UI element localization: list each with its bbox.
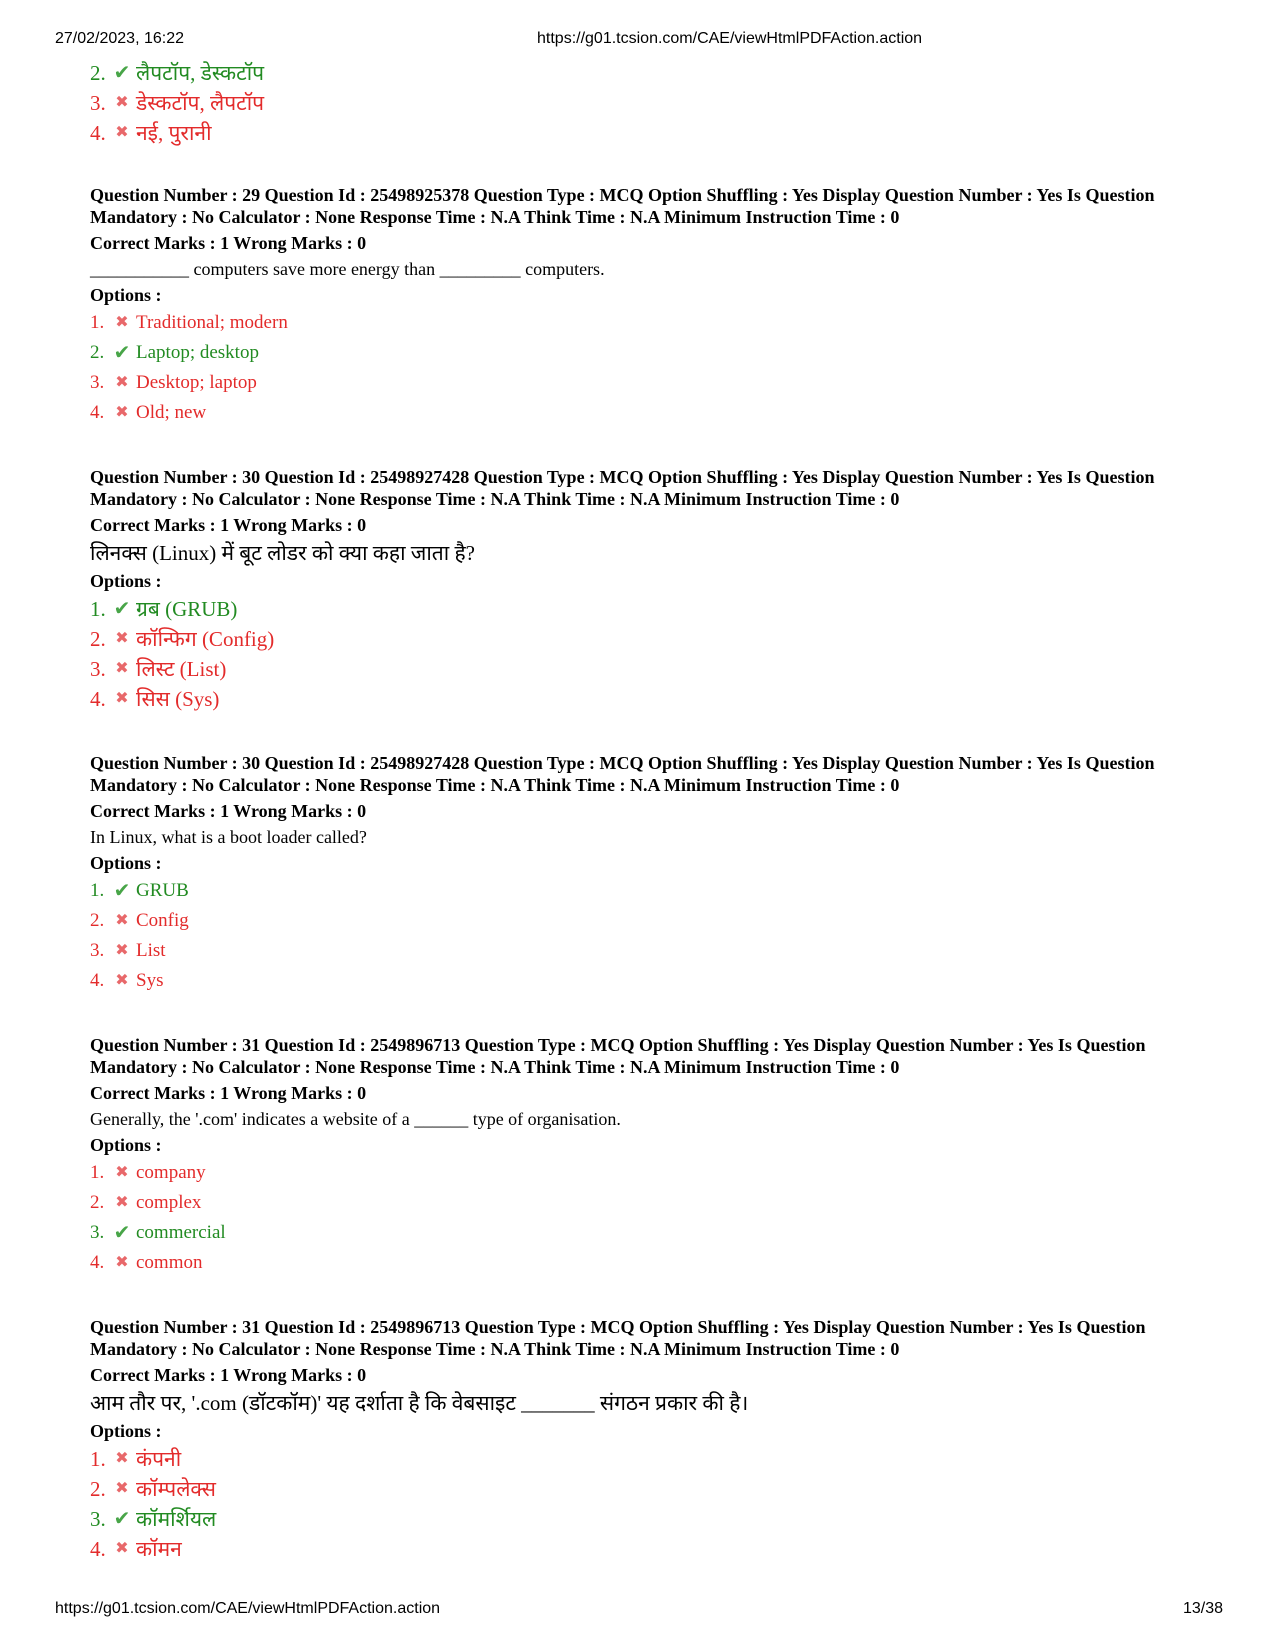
cross-icon: ✖ (115, 1254, 129, 1271)
option-item (90, 624, 1210, 654)
cross-icon: ✖ (115, 314, 129, 331)
options-label: Options : (90, 853, 162, 873)
options-label: Options : (90, 285, 162, 305)
footer-url: https://g01.tcsion.com/CAE/viewHtmlPDFAction.action (55, 1600, 441, 1617)
check-icon: ✔ (113, 598, 131, 620)
option-text: सिस (Sys) (136, 687, 220, 711)
page-number: 13/38 (1182, 1600, 1223, 1617)
option-item (90, 368, 1210, 398)
option-number: 3. (90, 657, 106, 681)
option-number: 4. (90, 121, 106, 145)
option-number: 4. (90, 970, 105, 991)
options-label: Options : (90, 1135, 162, 1155)
option-text: company (136, 1162, 206, 1183)
option-text: Old; new (136, 402, 207, 423)
cross-icon: ✖ (115, 404, 129, 421)
option-text: complex (136, 1192, 202, 1213)
option-number: 4. (90, 1537, 106, 1561)
cross-icon: ✖ (115, 1450, 129, 1467)
option-item (90, 594, 1210, 624)
carryover-options (90, 58, 1210, 148)
question-marks: Correct Marks : 1 Wrong Marks : 0 (90, 1083, 367, 1103)
question-block (90, 184, 1210, 428)
option-item (90, 936, 1210, 966)
cross-icon: ✖ (115, 690, 129, 707)
option-text: लैपटॉप, डेस्कटॉप (136, 61, 265, 85)
question-meta: Question Number : 31 Question Id : 2549896713 Question Type : MCQ Option Shuffling : Yes Display Question Number : Yes Is Question Mandatory : No Calculator : None Response Time : N.A Think Time : N.A Minimum Instruction Time : 0 (90, 1035, 1146, 1077)
question-marks: Correct Marks : 1 Wrong Marks : 0 (90, 1365, 367, 1385)
option-number: 2. (90, 342, 105, 363)
option-item (90, 1474, 1210, 1504)
option-text: कॉम्पलेक्स (136, 1477, 216, 1501)
question-meta: Question Number : 31 Question Id : 2549896713 Question Type : MCQ Option Shuffling : Yes Display Question Number : Yes Is Question Mandatory : No Calculator : None Response Time : N.A Think Time : N.A Minimum Instruction Time : 0 (90, 1317, 1146, 1359)
cross-icon: ✖ (115, 1540, 129, 1557)
option-text: डेस्कटॉप, लैपटॉप (136, 91, 265, 115)
cross-icon: ✖ (115, 1480, 129, 1497)
question-meta: Question Number : 29 Question Id : 25498925378 Question Type : MCQ Option Shuffling : Yes Display Question Number : Yes Is Question Mandatory : No Calculator : None Response Time : N.A Think Time : N.A Minimum Instruction Time : 0 (90, 185, 1155, 227)
check-icon: ✔ (113, 880, 131, 902)
option-number: 3. (90, 1222, 105, 1243)
option-number: 3. (90, 1507, 106, 1531)
option-number: 1. (90, 312, 105, 333)
question-text: लिनक्स (Linux) में बूट लोडर को क्या कहा जाता है? (90, 541, 475, 565)
option-number: 2. (90, 627, 106, 651)
option-text: कंपनी (136, 1447, 182, 1471)
question-text: In Linux, what is a boot loader called? (90, 827, 367, 847)
option-text: common (136, 1252, 203, 1273)
question-text: आम तौर पर, '.com (डॉटकॉम)' यह दर्शाता है कि वेबसाइट _______ संगठन प्रकार की है। (90, 1391, 749, 1415)
question-meta: Question Number : 30 Question Id : 25498927428 Question Type : MCQ Option Shuffling : Yes Display Question Number : Yes Is Question Mandatory : No Calculator : None Response Time : N.A Think Time : N.A Minimum Instruction Time : 0 (90, 753, 1155, 795)
cross-icon: ✖ (115, 94, 129, 111)
question-marks: Correct Marks : 1 Wrong Marks : 0 (90, 515, 367, 535)
question-list (90, 184, 1210, 1564)
option-item (90, 1444, 1210, 1474)
cross-icon: ✖ (115, 1194, 129, 1211)
option-item (90, 1158, 1210, 1188)
options-label: Options : (90, 1421, 162, 1441)
options-label: Options : (90, 571, 162, 591)
option-item (90, 1248, 1210, 1278)
cross-icon: ✖ (115, 942, 129, 959)
page-header (0, 30, 1275, 50)
option-number: 3. (90, 91, 106, 115)
option-text: कॉमन (136, 1537, 182, 1561)
option-number: 2. (90, 1477, 106, 1501)
option-item (90, 684, 1210, 714)
cross-icon: ✖ (115, 660, 129, 677)
cross-icon: ✖ (115, 1164, 129, 1181)
header-url: https://g01.tcsion.com/CAE/viewHtmlPDFAction.action (537, 30, 923, 47)
option-number: 1. (90, 1447, 106, 1471)
question-text: ___________ computers save more energy than _________ computers. (90, 259, 605, 279)
option-text: ग्रब (GRUB) (136, 597, 238, 621)
option-text: GRUB (136, 880, 189, 901)
option-item (90, 966, 1210, 996)
option-item (90, 338, 1210, 368)
option-number: 1. (90, 880, 105, 901)
check-icon: ✔ (113, 342, 131, 364)
option-text: Traditional; modern (136, 312, 288, 333)
check-icon: ✔ (113, 1222, 131, 1244)
question-text: Generally, the '.com' indicates a website of a ______ type of organisation. (90, 1109, 621, 1129)
option-number: 1. (90, 1162, 105, 1183)
option-item (90, 118, 1210, 148)
option-item (90, 1504, 1210, 1534)
cross-icon: ✖ (115, 124, 129, 141)
question-marks: Correct Marks : 1 Wrong Marks : 0 (90, 801, 367, 821)
option-number: 4. (90, 402, 105, 423)
option-text: लिस्ट (List) (136, 657, 227, 681)
option-text: Laptop; desktop (136, 342, 259, 363)
print-datetime: 27/02/2023, 16:22 (55, 30, 185, 47)
option-number: 4. (90, 687, 106, 711)
option-item (90, 876, 1210, 906)
option-text: Desktop; laptop (136, 372, 257, 393)
option-text: commercial (136, 1222, 226, 1243)
check-icon: ✔ (113, 1508, 131, 1530)
question-block (90, 1316, 1210, 1564)
option-item (90, 398, 1210, 428)
option-number: 2. (90, 910, 105, 931)
question-block (90, 752, 1210, 996)
option-item (90, 654, 1210, 684)
page-footer (0, 1600, 1275, 1620)
question-marks: Correct Marks : 1 Wrong Marks : 0 (90, 233, 367, 253)
option-item (90, 1188, 1210, 1218)
option-number: 4. (90, 1252, 105, 1273)
cross-icon: ✖ (115, 374, 129, 391)
option-number: 1. (90, 597, 106, 621)
option-item (90, 308, 1210, 338)
option-text: कॉन्फिग (Config) (136, 627, 275, 651)
cross-icon: ✖ (115, 972, 129, 989)
option-number: 3. (90, 940, 105, 961)
cross-icon: ✖ (115, 912, 129, 929)
check-icon: ✔ (113, 62, 131, 84)
question-meta: Question Number : 30 Question Id : 25498927428 Question Type : MCQ Option Shuffling : Yes Display Question Number : Yes Is Question Mandatory : No Calculator : None Response Time : N.A Think Time : N.A Minimum Instruction Time : 0 (90, 467, 1155, 509)
option-item (90, 1534, 1210, 1564)
question-block (90, 1034, 1210, 1278)
option-text: Config (136, 910, 189, 931)
cross-icon: ✖ (115, 630, 129, 647)
option-number: 3. (90, 372, 105, 393)
question-paper-content (90, 58, 1210, 1564)
option-text: Sys (136, 970, 164, 991)
option-number: 2. (90, 1192, 105, 1213)
option-number: 2. (90, 61, 106, 85)
option-text: नई, पुरानी (136, 121, 212, 145)
option-item (90, 906, 1210, 936)
option-text: कॉमर्शियल (136, 1507, 217, 1531)
option-item (90, 58, 1210, 88)
option-text: List (136, 940, 166, 961)
question-block (90, 466, 1210, 714)
option-item (90, 1218, 1210, 1248)
option-item (90, 88, 1210, 118)
